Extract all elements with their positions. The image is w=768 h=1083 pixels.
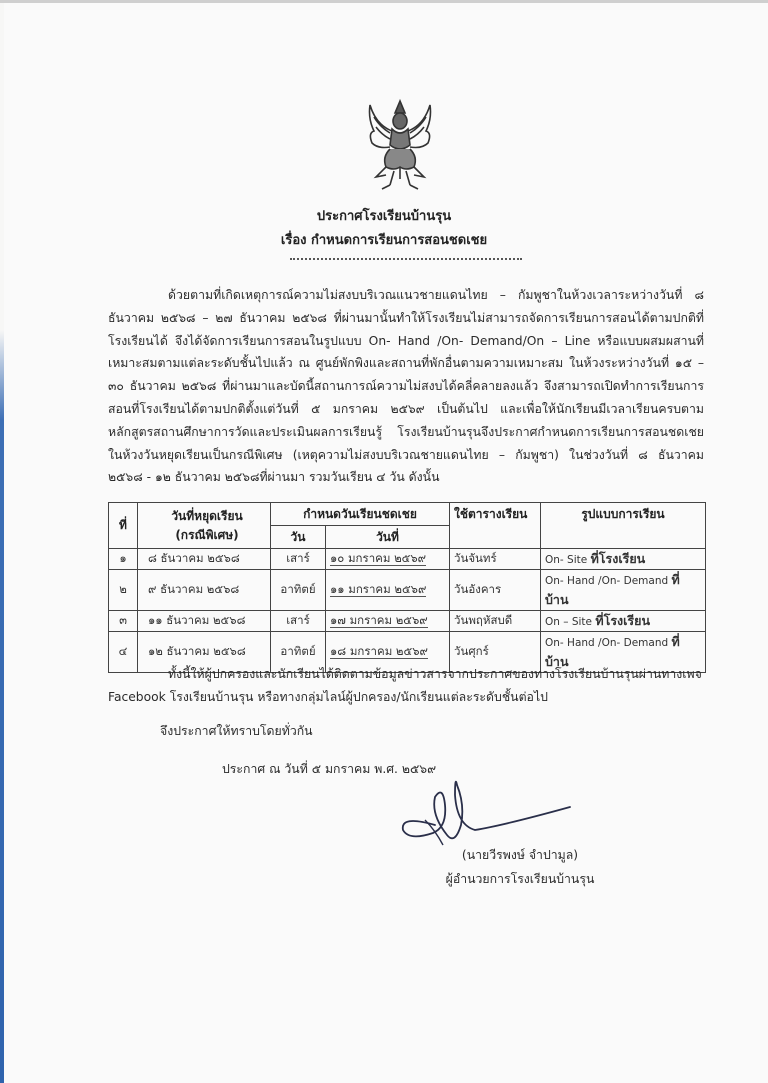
header-off-day (138, 503, 271, 549)
table-row (109, 570, 706, 611)
cell-mode-text: On- Hand /On- Demand (545, 575, 669, 587)
cell-mode-place: ที่บ้าน (545, 572, 680, 607)
left-edge-strip (0, 330, 4, 1083)
cell-date (326, 549, 450, 570)
cell-date (326, 570, 450, 611)
body-paragraph-3: จึงประกาศให้ทราบโดยทั่วกัน (160, 724, 313, 738)
body-paragraph-1 (108, 284, 704, 489)
header-mode: รูปแบบการเรียน (541, 503, 706, 549)
cell-mode-place: ที่โรงเรียน (595, 613, 650, 628)
cell-mode-place: ที่โรงเรียน (590, 551, 646, 566)
cell-mode (541, 549, 706, 570)
garuda-emblem-icon (362, 97, 438, 195)
cell-mode-place: ที่บ้าน (545, 634, 680, 669)
cell-off-day: ๑๑ ธันวาคม ๒๕๖๘ (138, 611, 271, 632)
cell-no: ๓ (109, 611, 138, 632)
cell-day: อาทิตย์ (271, 632, 326, 673)
cell-day: เสาร์ (271, 611, 326, 632)
cell-date-text: ๑๘ มกราคม ๒๕๖๙ (330, 644, 428, 658)
header-makeup: กำหนดวันเรียนชดเชย (271, 503, 450, 526)
cell-date (326, 611, 450, 632)
makeup-schedule-table (108, 502, 706, 673)
cell-off-day: ๘ ธันวาคม ๒๕๖๘ (138, 549, 271, 570)
cell-mode (541, 570, 706, 611)
cell-schedule: วันพฤหัสบดี (450, 611, 541, 632)
table-header-row (109, 503, 706, 526)
table-row (109, 611, 706, 632)
announcement-title: ประกาศโรงเรียนบ้านรุน (316, 209, 452, 224)
header-off-day-sub: (กรณีพิเศษ) (175, 527, 239, 542)
header-off-day-label: วันที่หยุดเรียน (171, 508, 243, 523)
cell-day: เสาร์ (271, 549, 326, 570)
header-no: ที่ (109, 503, 138, 549)
signer-name: (นายวีรพงษ์ จำปามูล) (461, 848, 579, 862)
cell-day: อาทิตย์ (271, 570, 326, 611)
header-schedule: ใช้ตารางเรียน (450, 503, 541, 549)
body-paragraph-2 (108, 663, 704, 709)
cell-mode (541, 611, 706, 632)
signature-icon (395, 775, 575, 855)
cell-schedule: วันศุกร์ (450, 632, 541, 673)
header-makeup-day: วัน (271, 526, 326, 549)
cell-date-text: ๑๐ มกราคม ๒๕๖๙ (330, 551, 427, 565)
signer-position: ผู้อำนวยการโรงเรียนบ้านรุน (445, 872, 595, 886)
cell-mode-text: On- Site (545, 554, 588, 566)
header-makeup-date: วันที่ (326, 526, 450, 549)
cell-schedule: วันจันทร์ (450, 549, 541, 570)
cell-date-text: ๑๑ มกราคม ๒๕๖๙ (330, 582, 427, 596)
cell-off-day: ๙ ธันวาคม ๒๕๖๘ (138, 570, 271, 611)
cell-mode-text: On – Site (545, 616, 593, 628)
body-paragraph-2-text: ทั้งนี้ให้ผู้ปกครองและนักเรียนได้ติดตามข้อมูลข่าวสารจากประกาศของทางโรงเรียนบ้านรุนผ่านทางเพจ Facebook โรงเรียนบ้านรุน หรือทางกลุ่มไลน์ผู้ปกครอง/นักเรียนแต่ละระดับชั้นต่อไป (108, 667, 702, 704)
table-row (109, 549, 706, 570)
cell-off-day: ๑๒ ธันวาคม ๒๕๖๘ (138, 632, 271, 673)
announcement-date: ประกาศ ณ วันที่ ๕ มกราคม พ.ศ. ๒๕๖๙ (222, 762, 437, 776)
cell-no: ๒ (109, 570, 138, 611)
dotted-divider (290, 252, 522, 260)
cell-date-text: ๑๗ มกราคม ๒๕๖๙ (330, 613, 428, 627)
cell-no: ๔ (109, 632, 138, 673)
cell-no: ๑ (109, 549, 138, 570)
announcement-subject: เรื่อง กำหนดการเรียนการสอนชดเชย (280, 233, 488, 248)
body-paragraph-1-text: ด้วยตามที่เกิดเหตุการณ์ความไม่สงบบริเวณแนวชายแดนไทย – กัมพูชาในห้วงเวลาระหว่างวันที่ ๘ ธันวาคม ๒๕๖๘ – ๒๗ ธันวาคม ๒๕๖๘ ที่ผ่านมานั้นทำให้โรงเรียนไม่สามารถจัดการเรียนการสอนได้ตามปกติที่โรงเรียนได้ จึงได้จัดการเรียนการสอนในรูปแบบ On- Hand /On- Demand/On – Line หรือแบบผสมผสานที่เหมาะสมตามแต่ละระดับชั้นไปแล้ว ณ ศูนย์พักพิงและสถานที่พักอื่นตามความเหมาะสม ในห้วงระหว่างวันที่ ๑๕ – ๓๐ ธันวาคม ๒๕๖๘ ที่ผ่านมาและบัดนี้สถานการณ์ความไม่สงบได้คลี่คลายลงแล้ว จึงสามารถเปิดทำการเรียนการสอนที่โรงเรียนได้ตามปกติตั้งแต่วันที่ ๕ มกราคม ๒๕๖๙ เป็นต้นไป และเพื่อให้นักเรียนมีเวลาเรียนครบตามหลักสูตรสถานศึกษาการวัดและประเมินผลการเรียนรู้ โรงเรียนบ้านรุนจึงประกาศกำหนดการเรียนการสอนชดเชยในห้วงวันหยุดเรียนเป็นกรณีพิเศษ (เหตุความไม่สงบบริเวณชายแดนไทย – กัมพูชา) ในช่วงวันที่ ๘ ธันวาคม ๒๕๖๘ - ๑๒ ธันวาคม ๒๕๖๘ที่ผ่านมา รวมวันเรียน ๔ วัน ดังนั้น (108, 288, 704, 485)
cell-mode-text: On- Hand /On- Demand (545, 637, 669, 649)
cell-schedule: วันอังคาร (450, 570, 541, 611)
